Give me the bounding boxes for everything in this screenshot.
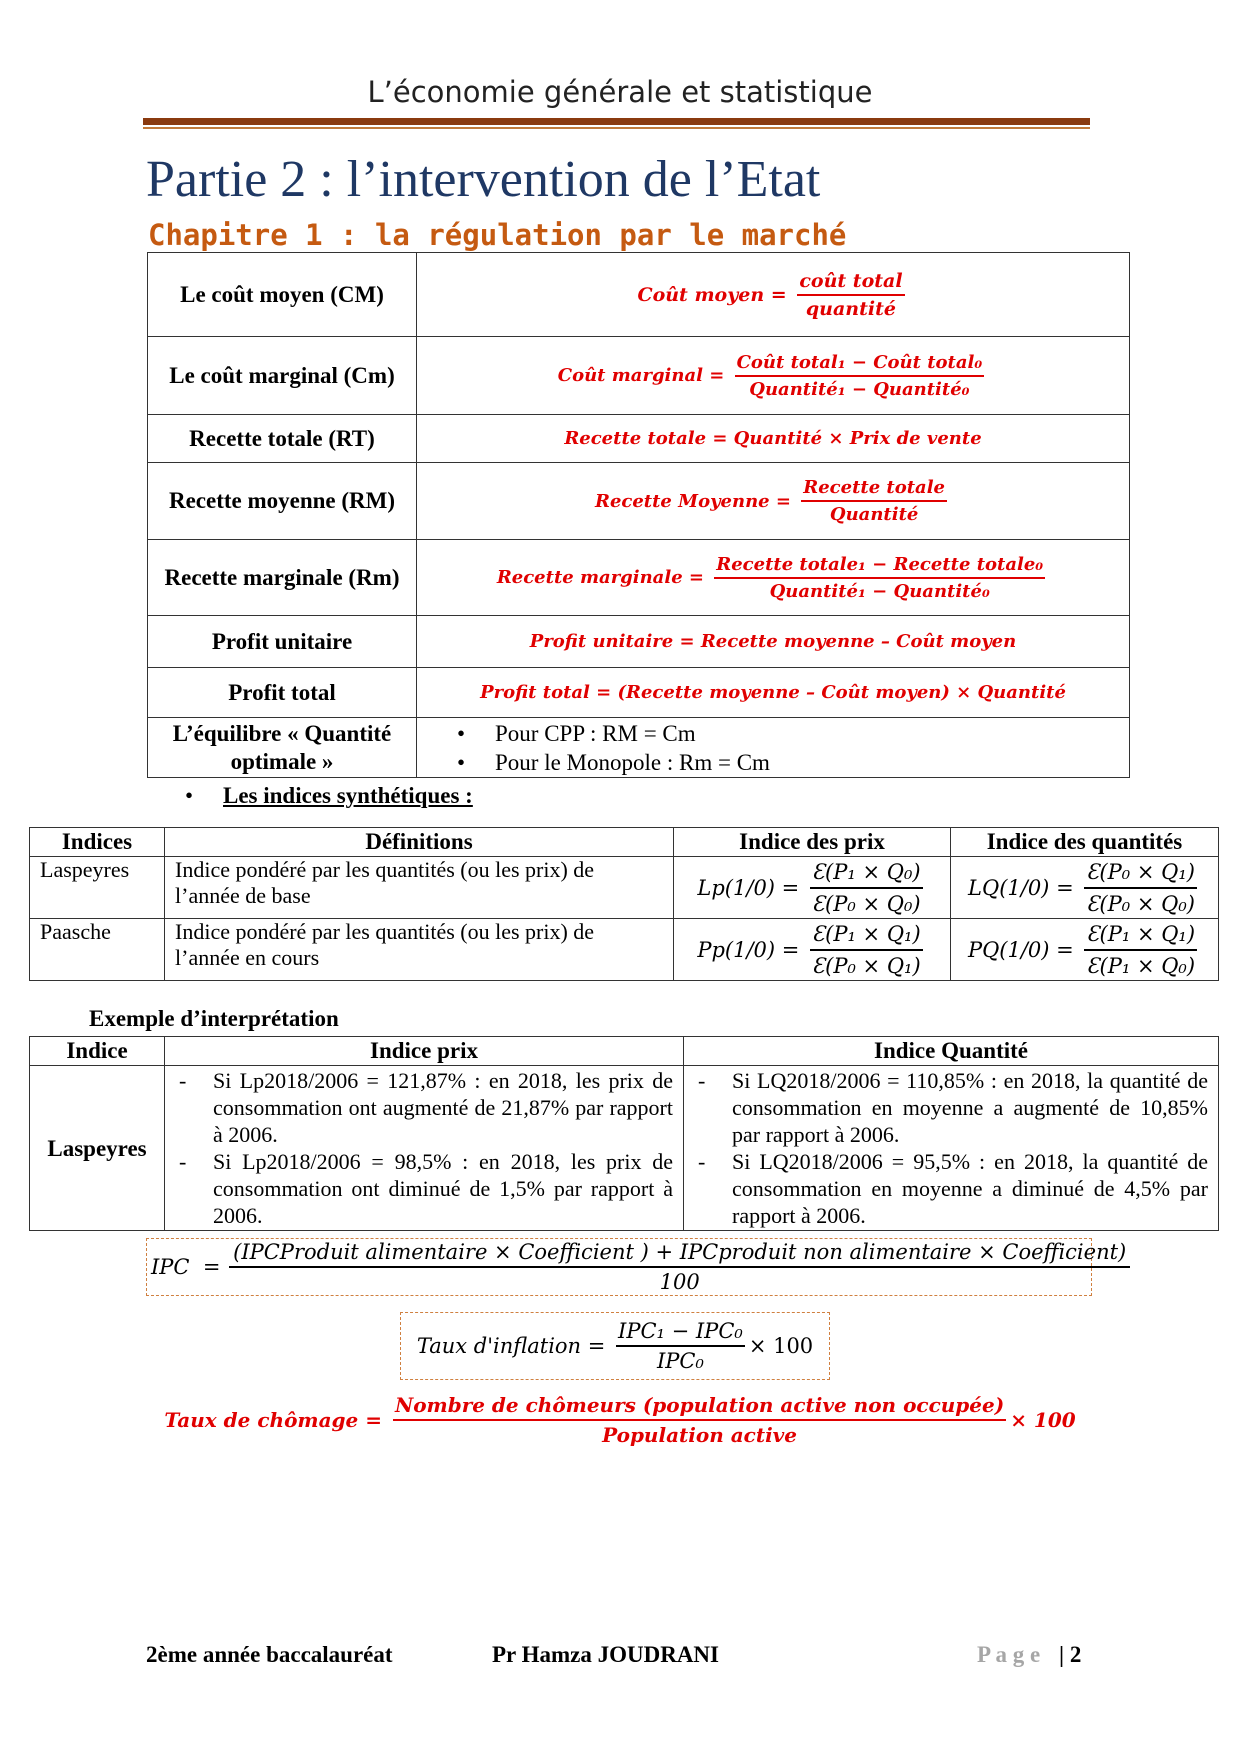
cm-den: quantité xyxy=(805,297,896,320)
rm-num: Recette totale xyxy=(801,477,947,502)
example-price-cell xyxy=(165,1066,684,1231)
col-header-qty-index: Indice des quantités xyxy=(951,828,1219,857)
header-rule-thin xyxy=(143,127,1090,129)
index-qty-formula: PQ(1/0) = $\frac{\text{Ɛ(P₁ × Q₁)}}{\text{Ɛ(P₁ × Q₀)}}$ xyxy=(951,919,1219,981)
footer-page-label: P a g e xyxy=(977,1642,1041,1667)
col-header-indice-prix: Indice prix xyxy=(165,1037,684,1066)
header-title: L’économie générale et statistique xyxy=(367,75,873,109)
ipc-lhs: IPC xyxy=(151,1255,190,1279)
table-row xyxy=(148,668,1130,718)
table-row xyxy=(30,857,1219,919)
price-lhs: Pp(1/0) xyxy=(697,937,776,962)
pt-label: Profit total xyxy=(148,668,417,718)
rm-formula: Recette Moyenne = $\frac{\text{Recette totale}}{\text{Quantité}}$ xyxy=(417,463,1130,540)
rmarg-num: Recette totale₁ − Recette totale₀ xyxy=(714,554,1045,579)
inflation-formula: Taux d'inflation = $\frac{\text{IPC₁ − IPC₀}}{\text{IPC₀}}$ × 100 xyxy=(400,1312,830,1380)
indices-table xyxy=(29,827,1219,981)
index-name: Paasche xyxy=(30,919,165,981)
formula-table xyxy=(147,252,1130,778)
example-row-label: Laspeyres xyxy=(30,1066,165,1231)
ipc-den: 100 xyxy=(659,1270,700,1294)
qty-lhs: LQ(1/0) xyxy=(968,875,1050,900)
eq-label: L’équilibre « Quantité optimale » xyxy=(148,718,417,778)
example-qty-cell xyxy=(684,1066,1219,1231)
col-header-indices: Indices xyxy=(30,828,165,857)
rmarg-lhs: Recette marginale xyxy=(496,567,683,588)
index-price-formula: Lp(1/0) = $\frac{\text{Ɛ(P₁ × Q₀)}}{\text{Ɛ(P₀ × Q₀)}}$ xyxy=(674,857,951,919)
example-table xyxy=(29,1036,1219,1231)
rm-den: Quantité xyxy=(829,504,919,525)
footer-level: 2ème année baccalauréat xyxy=(146,1642,393,1667)
ipc-formula: IPC = (IPCProduit alimentaire × Coefficient ) + IPCproduit non alimentaire × Coefficient) 100 xyxy=(146,1238,1092,1296)
qty-den: Ɛ(P₀ × Q₀) xyxy=(1086,891,1195,916)
table-row xyxy=(30,919,1219,981)
example-heading: Exemple d’interprétation xyxy=(89,1006,339,1031)
qty-den: Ɛ(P₁ × Q₀) xyxy=(1086,953,1196,978)
rm-lhs: Recette Moyenne xyxy=(594,490,770,512)
table-row xyxy=(148,718,1130,778)
inflation-num: IPC₁ − IPC₀ xyxy=(616,1319,745,1347)
index-qty-formula: LQ(1/0) = $\frac{\text{Ɛ(P₀ × Q₁)}}{\text{Ɛ(P₀ × Q₀)}}$ xyxy=(951,857,1219,919)
cmarg-formula: Coût marginal = $\frac{\text{Coût total₁ − Coût total₀}}{\text{Quantité₁ − Quantité₀}}$ xyxy=(417,337,1130,415)
rt-formula-text: Recette totale = Quantité × Prix de vente xyxy=(564,428,982,449)
cm-lhs: Coût moyen xyxy=(637,283,765,306)
index-price-formula: Pp(1/0) = $\frac{\text{Ɛ(P₁ × Q₁)}}{\text{Ɛ(P₀ × Q₁)}}$ xyxy=(674,919,951,981)
table-row xyxy=(148,616,1130,668)
chomage-den: Population active xyxy=(602,1423,798,1447)
price-num: Ɛ(P₁ × Q₁) xyxy=(810,921,923,951)
eq-item-monopole: • Pour le Monopole : Rm = Cm xyxy=(467,748,1129,777)
pu-formula xyxy=(417,616,1130,668)
inflation-tail: × 100 xyxy=(748,1334,814,1358)
example-price-item: - Si Lp2018/2006 = 121,87% : en 2018, les prix de consommation ont augmenté de 21,87% par rapport à 2006. xyxy=(165,1067,673,1148)
chomage-num: Nombre de chômeurs (population active non occupée) xyxy=(393,1393,1006,1421)
pt-formula-text: Profit total = (Recette moyenne – Coût moyen) × Quantité xyxy=(480,682,1066,703)
price-den: Ɛ(P₀ × Q₀) xyxy=(811,891,921,916)
indices-heading-row xyxy=(185,783,473,809)
ipc-num: (IPCProduit alimentaire × Coefficient ) + IPCproduit non alimentaire × Coefficient) xyxy=(229,1240,1130,1268)
table-row xyxy=(148,253,1130,337)
qty-lhs: PQ(1/0) xyxy=(967,937,1050,962)
table-row xyxy=(148,415,1130,463)
qty-num: Ɛ(P₁ × Q₁) xyxy=(1084,921,1197,951)
table-row xyxy=(148,337,1130,415)
header-rule xyxy=(143,118,1090,125)
table-row xyxy=(148,463,1130,540)
rt-label: Recette totale (RT) xyxy=(148,415,417,463)
price-lhs: Lp(1/0) xyxy=(697,875,775,900)
rmarg-den: Quantité₁ − Quantité₀ xyxy=(769,580,990,602)
footer-page-number: | 2 xyxy=(1059,1642,1082,1667)
col-header-price-index: Indice des prix xyxy=(674,828,951,857)
cm-formula: Coût moyen = $\frac{\text{coût total}}{\text{quantité}}$ xyxy=(417,253,1130,337)
table-row xyxy=(148,540,1130,616)
table-row xyxy=(30,1066,1219,1231)
qty-num: Ɛ(P₀ × Q₁) xyxy=(1084,859,1197,889)
rmarg-formula: Recette marginale = $\frac{\text{Recette totale₁ − Recette totale₀}}{\text{Quantité₁ − Quantité₀}}$ xyxy=(417,540,1130,616)
chapter-title: Chapitre 1 : la régulation par le marché xyxy=(148,218,847,252)
chomage-lhs: Taux de chômage xyxy=(164,1408,359,1432)
rmarg-label: Recette marginale (Rm) xyxy=(148,540,417,616)
pu-formula-text: Profit unitaire = Recette moyenne – Coût moyen xyxy=(529,631,1017,652)
example-price-item: - Si Lp2018/2006 = 98,5% : en 2018, les prix de consommation ont diminué de 1,5% par rapport à 2006. xyxy=(165,1148,673,1229)
pu-label: Profit unitaire xyxy=(148,616,417,668)
col-header-indice: Indice xyxy=(30,1037,165,1066)
cmarg-num: Coût total₁ − Coût total₀ xyxy=(735,352,985,377)
table-header-row xyxy=(30,828,1219,857)
pt-formula xyxy=(417,668,1130,718)
chomage-formula: Taux de chômage = $\frac{\text{Nombre de chômeurs (population active non occupée)}}{\text{Population active}}$ × 100 xyxy=(164,1393,1076,1447)
cmarg-label: Le coût marginal (Cm) xyxy=(148,337,417,415)
cm-label: Le coût moyen (CM) xyxy=(148,253,417,337)
index-name: Laspeyres xyxy=(30,857,165,919)
footer-author: Pr Hamza JOUDRANI xyxy=(492,1642,719,1667)
eq-cell xyxy=(417,718,1130,778)
eq-item-cpp: • Pour CPP : RM = Cm xyxy=(467,719,1129,748)
bullet-icon: • xyxy=(185,783,194,808)
rm-label: Recette moyenne (RM) xyxy=(148,463,417,540)
cmarg-den: Quantité₁ − Quantité₀ xyxy=(749,378,970,400)
table-header-row xyxy=(30,1037,1219,1066)
index-definition: Indice pondéré par les quantités (ou les prix) de l’année en cours xyxy=(165,919,674,981)
part-title: Partie 2 : l’intervention de l’Etat xyxy=(146,151,821,208)
price-den: Ɛ(P₀ × Q₁) xyxy=(812,953,921,978)
col-header-definitions: Définitions xyxy=(165,828,674,857)
col-header-indice-quantite: Indice Quantité xyxy=(684,1037,1219,1066)
inflation-lhs: Taux d'inflation xyxy=(416,1334,582,1358)
indices-heading: Les indices synthétiques : xyxy=(223,783,473,808)
inflation-den: IPC₀ xyxy=(656,1349,704,1373)
chomage-tail: × 100 xyxy=(1010,1408,1076,1432)
example-qty-item: - Si LQ2018/2006 = 110,85% : en 2018, la quantité de consommation en moyenne a augmenté de 10,85% par rapport à 2006. xyxy=(684,1067,1208,1148)
cm-num: coût total xyxy=(797,270,904,296)
example-qty-item: - Si LQ2018/2006 = 95,5% : en 2018, la quantité de consommation en moyenne a diminué de 4,5% par rapport à 2006. xyxy=(684,1148,1208,1229)
price-num: Ɛ(P₁ × Q₀) xyxy=(810,859,923,889)
rt-formula xyxy=(417,415,1130,463)
index-definition: Indice pondéré par les quantités (ou les prix) de l’année de base xyxy=(165,857,674,919)
cmarg-lhs: Coût marginal xyxy=(557,365,703,386)
